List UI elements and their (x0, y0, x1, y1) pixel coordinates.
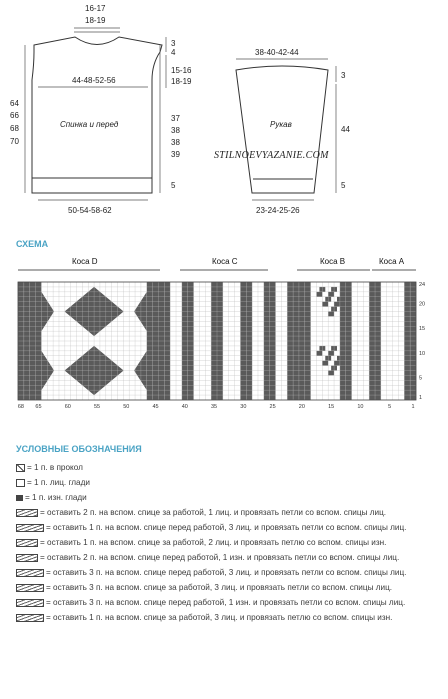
legend-text: = 1 п. лиц. глади (27, 478, 90, 487)
body-length-4: 39 (171, 150, 180, 159)
legend-symbol-icon (16, 554, 38, 562)
legend-symbol-icon (16, 524, 44, 532)
col-tick: 10 (357, 404, 364, 410)
legend-symbol-icon (16, 539, 38, 547)
legend-text: = оставить 3 п. на вспом. спице за работой, 3 лиц. и провязать петли со вспом. спицы лиц. (46, 583, 393, 592)
row-tick: 5 (419, 375, 423, 382)
legend-symbol-icon (16, 495, 23, 501)
cable-b-cell (328, 292, 334, 297)
cable-b-cell (340, 351, 346, 356)
legend (16, 444, 436, 627)
legend-symbol-icon (16, 599, 44, 607)
cable-c-label: Коса C (212, 257, 238, 266)
body-length-3: 38 (171, 138, 180, 147)
legend-item (16, 507, 436, 518)
sleeve-length: 44 (341, 125, 350, 134)
cable-b-cell (317, 351, 323, 356)
col-tick: 35 (211, 404, 218, 410)
cable-b-cell (328, 312, 334, 317)
legend-item (16, 522, 436, 533)
legend-items (16, 462, 436, 623)
cable-a-label: Коса A (379, 257, 405, 266)
row-tick: 15 (419, 326, 426, 333)
sleeve-rib-height: 5 (341, 181, 346, 190)
legend-item (16, 567, 436, 578)
total-length-3: 68 (10, 124, 19, 133)
body-label: Спинка и перед (60, 120, 119, 129)
legend-text: = 1 п. в прокол (27, 463, 83, 472)
cable-b-cell (334, 361, 340, 366)
body-length-2: 38 (171, 126, 180, 135)
legend-item (16, 492, 436, 503)
chest-width: 44-48-52-56 (72, 76, 116, 85)
legend-text: = оставить 3 п. на вспом. спице перед работой, 1 изн. и провязать петли со вспом. спицы лиц. (46, 598, 406, 607)
legend-symbol-icon (16, 569, 44, 577)
sleeve-outline (236, 66, 328, 193)
col-tick: 40 (181, 404, 188, 410)
sleeve-cap-height: 3 (341, 71, 346, 80)
legend-item (16, 597, 436, 608)
total-length-1: 64 (10, 99, 19, 108)
neck-width-bottom: 18-19 (85, 16, 106, 25)
col-tick: 60 (64, 404, 71, 410)
sleeve-top-width: 38-40-42-44 (255, 48, 299, 57)
armhole-height-2: 18-19 (171, 77, 192, 86)
legend-item (16, 552, 436, 563)
body-length-1: 37 (171, 114, 180, 123)
sleeve-label: Рукав (270, 120, 292, 129)
cable-b-cell (334, 302, 340, 307)
legend-symbol-icon (16, 584, 44, 592)
legend-item (16, 582, 436, 593)
cuff-width: 23-24-25-26 (256, 206, 300, 215)
cable-b-cell (322, 302, 328, 307)
legend-text: = оставить 1 п. на вспом. спице за работой, 3 лиц. и провязать петлю со вспом. спицы изн. (46, 613, 393, 622)
col-tick: 50 (123, 404, 130, 410)
legend-title: УСЛОВНЫЕ ОБОЗНАЧЕНИЯ (16, 444, 142, 454)
legend-symbol-icon (16, 509, 38, 517)
col-tick: 5 (388, 404, 392, 410)
schematics (0, 0, 448, 232)
armhole-height-1: 15-16 (171, 66, 192, 75)
legend-symbol-icon (16, 464, 25, 472)
watermark-text: STILNOEVYAZANIE.COM (214, 150, 329, 161)
legend-text: = оставить 2 п. на вспом. спице за работой, 1 лиц. и провязать петли со вспом. спицы лиц. (40, 508, 387, 517)
legend-item (16, 612, 436, 623)
legend-text: = оставить 2 п. на вспом. спице перед работой, 1 изн. и провязать петли со вспом. спицы лиц. (40, 553, 400, 562)
legend-item (16, 537, 436, 548)
cable-d-label: Коса D (72, 257, 98, 266)
neck-width-top: 16-17 (85, 4, 106, 13)
shoulder-height-2: 4 (171, 48, 176, 57)
cable-b-cell (317, 292, 323, 297)
body-rib-height: 5 (171, 181, 176, 190)
legend-text: = оставить 1 п. на вспом. спице за работой, 2 лиц. и провязать петлю со вспом. спицы изн. (40, 538, 387, 547)
body-dimension-lines (25, 28, 166, 200)
legend-text: = 1 п. изн. глади (25, 493, 87, 502)
shoulder-height-1: 3 (171, 39, 176, 48)
legend-item (16, 477, 436, 488)
col-tick: 25 (269, 404, 276, 410)
cable-b-cell (328, 351, 334, 356)
hem-width: 50-54-58-62 (68, 206, 112, 215)
cable-b-cell (340, 292, 346, 297)
cable-b-cell (328, 371, 334, 376)
cable-b-label: Коса B (320, 257, 346, 266)
col-tick: 15 (328, 404, 335, 410)
col-tick: 68 (17, 404, 24, 410)
col-tick: 65 (35, 404, 42, 410)
col-tick: 45 (152, 404, 159, 410)
row-tick: 20 (419, 301, 426, 308)
legend-symbol-icon (16, 614, 44, 622)
col-tick: 20 (298, 404, 305, 410)
schema-title: СХЕМА (16, 239, 49, 249)
body-outline (32, 37, 162, 193)
legend-text: = оставить 3 п. на вспом. спице перед работой, 3 лиц. и провязать петли со вспом. спицы лиц. (46, 568, 407, 577)
total-length-2: 66 (10, 111, 19, 120)
col-tick: 55 (93, 404, 101, 410)
col-tick: 30 (240, 404, 247, 410)
legend-item (16, 462, 436, 473)
row-tick: 1 (419, 395, 423, 402)
legend-symbol-icon (16, 479, 25, 487)
row-tick: 10 (419, 350, 426, 357)
stitch-chart (0, 235, 448, 435)
chart-grid (18, 282, 416, 400)
row-tick: 24 (419, 281, 426, 288)
col-tick: 1 (411, 404, 415, 410)
cable-b-cell (322, 361, 328, 366)
legend-text: = оставить 1 п. на вспом. спице перед работой, 3 лиц. и провязать петли со вспом. спицы лиц. (46, 523, 407, 532)
total-length-4: 70 (10, 137, 19, 146)
